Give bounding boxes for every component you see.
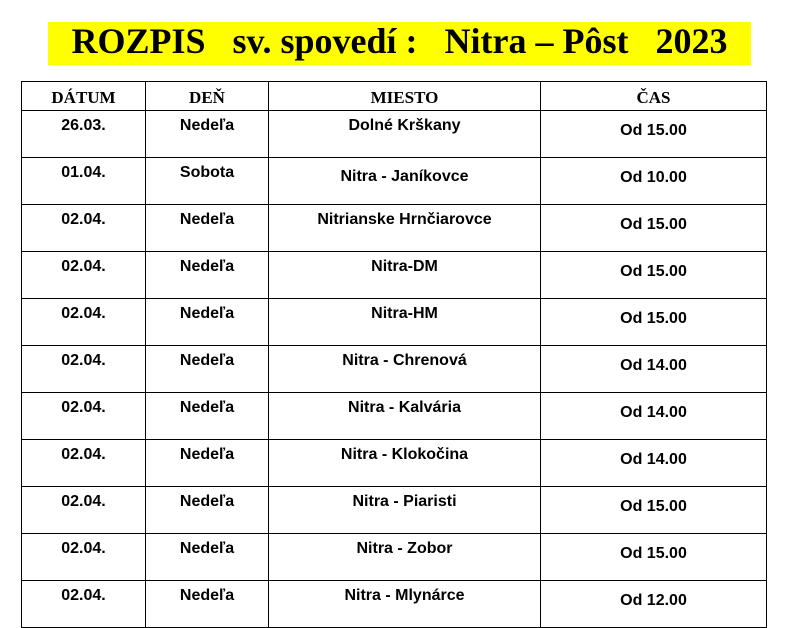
cell-time: Od 15.00 [541,205,767,252]
cell-day: Nedeľa [146,581,269,628]
page-title: ROZPIS sv. spovedí : Nitra – Pôst 2023 [71,21,728,61]
cell-date: 26.03. [22,111,146,158]
cell-date: 02.04. [22,299,146,346]
table-row [22,581,767,628]
cell-time: Od 10.00 [541,158,767,205]
cell-date: 02.04. [22,581,146,628]
cell-day: Nedeľa [146,393,269,440]
cell-place: Nitra-DM [269,252,541,299]
column-header-date: DÁTUM [22,82,146,111]
table-row [22,252,767,299]
table-row [22,487,767,534]
cell-date: 02.04. [22,346,146,393]
cell-day: Sobota [146,158,269,205]
table-row [22,346,767,393]
table-row [22,534,767,581]
cell-day: Nedeľa [146,534,269,581]
cell-place: Nitra - Mlynárce [269,581,541,628]
table-row [22,440,767,487]
cell-time: Od 14.00 [541,346,767,393]
table-row [22,111,767,158]
cell-date: 02.04. [22,252,146,299]
cell-place: Nitra-HM [269,299,541,346]
cell-date: 02.04. [22,393,146,440]
cell-time: Od 15.00 [541,299,767,346]
table-header-row [22,82,767,111]
cell-day: Nedeľa [146,205,269,252]
table-row [22,205,767,252]
cell-time: Od 14.00 [541,393,767,440]
cell-place: Dolné Krškany [269,111,541,158]
cell-place: Nitra - Chrenová [269,346,541,393]
column-header-time: ČAS [541,82,767,111]
cell-date: 02.04. [22,534,146,581]
cell-day: Nedeľa [146,111,269,158]
cell-date: 01.04. [22,158,146,205]
cell-date: 02.04. [22,205,146,252]
confession-schedule-table [21,81,767,628]
cell-place: Nitra - Klokočina [269,440,541,487]
cell-place: Nitra - Janíkovce [269,158,541,205]
cell-time: Od 15.00 [541,111,767,158]
cell-place: Nitra - Kalvária [269,393,541,440]
cell-place: Nitrianske Hrnčiarovce [269,205,541,252]
cell-time: Od 12.00 [541,581,767,628]
cell-time: Od 15.00 [541,487,767,534]
cell-day: Nedeľa [146,252,269,299]
cell-time: Od 15.00 [541,534,767,581]
cell-time: Od 14.00 [541,440,767,487]
cell-place: Nitra - Piaristi [269,487,541,534]
cell-day: Nedeľa [146,487,269,534]
cell-day: Nedeľa [146,440,269,487]
cell-time: Od 15.00 [541,252,767,299]
cell-place: Nitra - Zobor [269,534,541,581]
table-row [22,393,767,440]
column-header-day: DEŇ [146,82,269,111]
cell-date: 02.04. [22,487,146,534]
column-header-place: MIESTO [269,82,541,111]
table-row [22,158,767,205]
cell-day: Nedeľa [146,299,269,346]
cell-day: Nedeľa [146,346,269,393]
table-row [22,299,767,346]
cell-date: 02.04. [22,440,146,487]
